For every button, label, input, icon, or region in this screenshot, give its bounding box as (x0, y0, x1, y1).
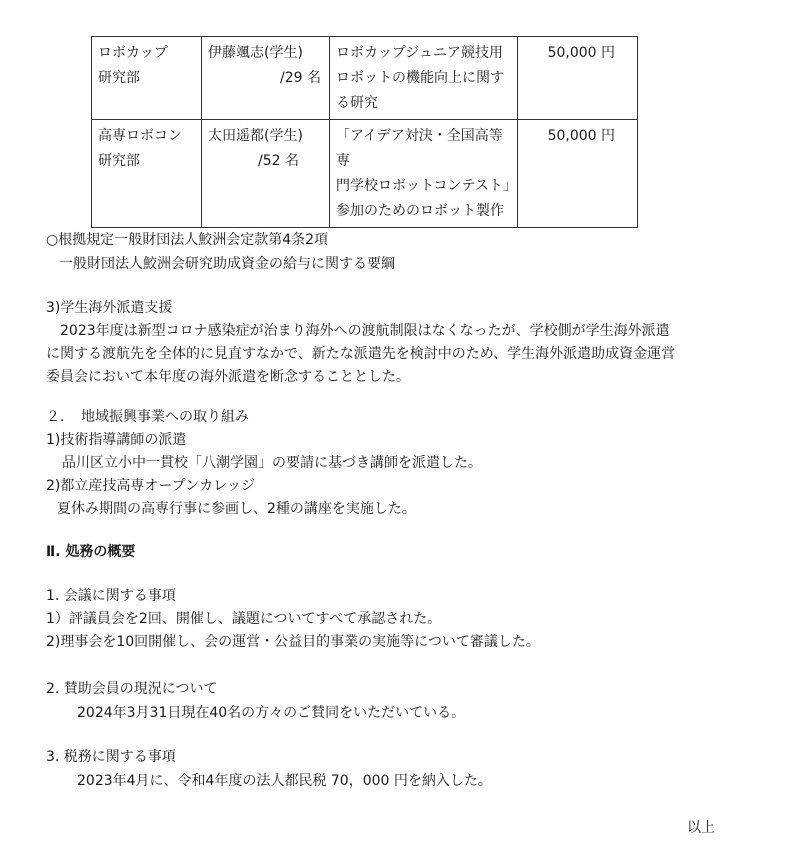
purpose-cell (330, 120, 518, 228)
leader-cell (202, 37, 330, 120)
club-name-line: 研究部 (98, 153, 140, 169)
grant-table (91, 36, 638, 228)
purpose-line: ロボカップジュニア競技用 (336, 45, 504, 61)
amount-cell: 50,000 円 (518, 120, 638, 228)
purpose-cell (330, 37, 518, 120)
meetings-item: 1）評議員会を2回、開催し、議題についてすべて承認された。 (46, 611, 442, 627)
meetings-heading: 1. 会議に関する事項 (46, 588, 176, 604)
tax-text: 2023年4月に、令和4年度の法人都民税 70，000 円を納入した。 (77, 773, 492, 789)
regional-item2-text: 夏休み期間の高専行事に参画し、2種の講座を実施した。 (57, 501, 416, 517)
regional-item1-text: 品川区立小中一貫校「八潮学園」の要請に基づき講師を派遣した。 (62, 455, 482, 471)
purpose-line: 参加のためのロボット製作 (336, 203, 504, 219)
members-heading: 2. 賛助会員の現況について (46, 681, 218, 697)
purpose-line: ロボットの機能向上に関す (336, 70, 504, 86)
basis-text: 一般財団法人鮫洲会研究助成資金の給与に関する要綱 (59, 256, 395, 272)
meetings-item: 2)理事会を10回開催し、会の運営・公益目的事業の実施等について審議した。 (46, 634, 540, 650)
amount-cell: 50,000 円 (518, 37, 638, 120)
affairs-heading: Ⅱ. 処務の概要 (46, 544, 136, 560)
purpose-line: 門学校ロボットコンテスト」 (336, 178, 517, 194)
members-text: 2024年3月31日現在40名の方々のご賛同をいただいている。 (77, 705, 466, 721)
club-cell (92, 37, 202, 120)
overseas-line: 委員会において本年度の海外派遣を断念することとした。 (46, 369, 410, 385)
closing-mark: 以上 (687, 820, 715, 836)
overseas-line: に関する渡航先を全体的に見直すなかで、新たな派遣先を検討中のため、学生海外派遣助成資金運営 (46, 346, 676, 362)
regional-item1-heading: 1)技術指導講師の派遣 (46, 432, 187, 448)
member-count: /52 名 (258, 153, 299, 169)
overseas-line: 2023年度は新型コロナ感染症が治まり海外への渡航制限はなくなったが、学校側が学生海外派遣 (60, 323, 670, 339)
table-row (92, 37, 638, 120)
leader-cell (202, 120, 330, 228)
club-name-line: 研究部 (98, 70, 140, 86)
club-name-line: 高専ロボコン (98, 128, 182, 144)
leader-name: 伊藤颯志(学生) (208, 45, 303, 61)
overseas-heading: 3)学生海外派遣支援 (46, 300, 173, 316)
tax-heading: 3. 税務に関する事項 (46, 749, 176, 765)
leader-name: 太田遥都(学生) (208, 128, 303, 144)
club-cell (92, 120, 202, 228)
member-count: /29 名 (280, 70, 321, 86)
regional-item2-heading: 2)都立産技高専オープンカレッジ (46, 478, 255, 494)
purpose-line: る研究 (336, 95, 378, 111)
basis-title: ○根拠規定一般財団法人鮫洲会定款第4条2項 (46, 232, 329, 248)
club-name-line: ロボカップ (98, 45, 168, 61)
purpose-line: 「アイデア対決・全国高等専 (336, 128, 503, 169)
table-row (92, 120, 638, 228)
regional-heading: ２． 地域振興事業への取り組み (46, 409, 249, 425)
